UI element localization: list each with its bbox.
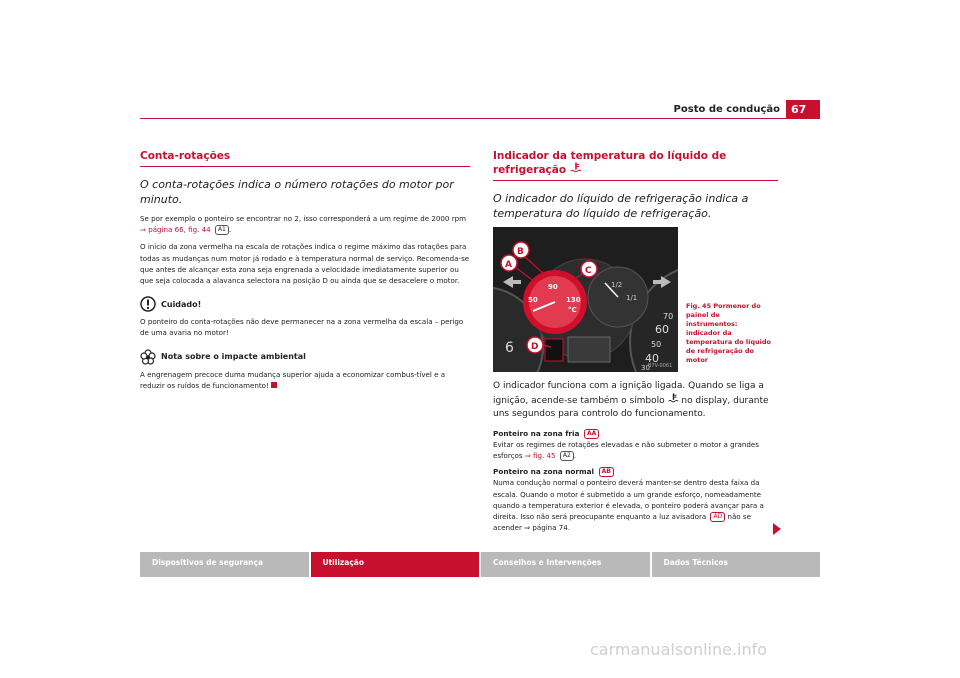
speed-mark: 60	[655, 323, 669, 336]
environment-heading	[140, 349, 470, 365]
footer-tab-advice[interactable]: Conselhos e Intervenções	[481, 552, 650, 577]
paragraph-normal-zone	[493, 477, 778, 533]
caution-heading	[140, 296, 470, 312]
fuel-mark: 1/1	[626, 294, 638, 302]
right-column	[493, 150, 778, 539]
caution-icon	[140, 296, 156, 312]
gauge-mark: °C	[568, 306, 577, 314]
paragraph-indicator-intro	[493, 380, 778, 421]
header-rule	[140, 118, 820, 119]
section-subtitle-tachometer: O conta-rotações indica o número rotações do motor por minuto.	[140, 178, 454, 206]
callout-badge: AA	[584, 429, 599, 439]
text: Se por exemplo o ponteiro se encontrar no 2, isso corresponderá a um regime de 2000 rpm	[140, 214, 467, 223]
figure-code: B7V-0061	[648, 363, 673, 369]
subheading-cold-zone	[493, 429, 778, 439]
callout-badge: A1	[215, 225, 229, 235]
speed-mark: 30	[641, 364, 650, 372]
callout-badge: A2	[560, 451, 574, 461]
text: O indicador funciona com a ignição ligada. Quando se liga a ignição, acende-se também o símbolo	[493, 381, 764, 406]
fig-label-a: A	[505, 260, 512, 270]
footer-tab-technical-data[interactable]: Dados Técnicos	[652, 552, 821, 577]
page-reference-link[interactable]: ⇒ página 74	[524, 523, 568, 533]
environment-title: Nota sobre o impacte ambiental	[161, 352, 306, 362]
page-reference-link[interactable]: ⇒ página 66, fig. 44	[140, 225, 211, 235]
coolant-temperature-icon	[570, 164, 582, 176]
subheading-normal-zone	[493, 467, 778, 477]
text: .	[573, 451, 577, 461]
caution-title: Cuidado!	[161, 299, 202, 309]
text: Ponteiro na zona fria	[493, 429, 580, 438]
caution-text: O ponteiro do conta-rotações não deve permanecer na a zona vermelha da escala – perigo de uma avaria no motor!	[140, 317, 464, 338]
text: não se acender	[493, 512, 751, 533]
text: Indicador da temperatura do líquido de refrigeração	[493, 150, 727, 176]
text: .	[567, 523, 571, 533]
paragraph-red-zone: O início da zona vermelha na escala de rotações indica o regime máximo das rotações para todas as mudanças num motor já rodado e à temperatura normal de serviço. Recomenda-se que antes de alcançar esta zona seja engrenada a velocidade imediatamente superior ou que seja colocada a alavanca selectora na posição D ou ainda que se desacelere o motor.	[140, 242, 470, 286]
left-column	[140, 150, 470, 397]
gauge-mark: 130	[566, 296, 581, 304]
page-header-title: Posto de condução	[673, 104, 780, 115]
speed-mark: 40	[645, 352, 659, 365]
instrument-panel-image	[493, 227, 678, 372]
figure-caption: Fig. 45 Pormenor do painel de instrumentos: indicador da temperatura do líquido de refrigeração do motor	[686, 302, 771, 364]
callout-badge: AD	[710, 512, 725, 522]
section-subtitle-coolant: O indicador do líquido de refrigeração indica a temperatura do líquido de refrigeração.	[493, 192, 749, 220]
paragraph-cold-zone	[493, 439, 778, 461]
text: Ponteiro na zona normal	[493, 467, 595, 477]
fuel-mark: 1/2	[611, 281, 623, 289]
callout-badge: AB	[599, 467, 614, 477]
watermark: carmanualsonline.info	[590, 640, 768, 659]
figure-reference-link[interactable]: ⇒ fig. 45	[524, 451, 556, 461]
environment-text	[140, 369, 470, 391]
fig-label-d: D	[531, 342, 539, 352]
speed-mark: 50	[651, 340, 662, 349]
section-title-coolant	[493, 150, 778, 181]
end-of-section-mark	[271, 382, 277, 388]
footer-nav	[140, 552, 820, 577]
gauge-mark: 50	[528, 296, 538, 304]
text: no display, durante uns segundos para controlo do funcionamento.	[493, 396, 769, 419]
coolant-symbol-icon	[668, 396, 679, 406]
section-title-tachometer: Conta-rotações	[140, 150, 470, 167]
environment-flower-icon	[140, 349, 156, 365]
text: Evitar os regimes de rotações elevadas e não submeter o motor a grandes esforços	[493, 440, 759, 461]
paragraph-tachometer-example	[140, 213, 470, 235]
text: A engrenagem precoce duma mudança superior ajuda a economizar combus-tível e a reduzir os ruídos de funcionamento!	[140, 369, 446, 390]
fig-label-c: C	[585, 266, 592, 276]
rpm-mark: 6	[505, 340, 514, 356]
gauge-mark: 90	[548, 283, 558, 291]
fig-label-b: B	[517, 247, 524, 257]
text: Numa condução normal o ponteiro deverá manter-se dentro desta faixa da escala. Quando o motor é submetido a um grande esforço, nomeadamente quando a temperatura exterior é elevada, o ponteiro poderá avançar para a direita. Isso não será preocupante enquanto a luz avisadora	[493, 478, 764, 522]
speed-mark: 70	[663, 312, 674, 321]
figure-45	[493, 227, 778, 372]
next-page-arrow-icon[interactable]	[773, 523, 781, 535]
footer-tab-safety[interactable]: Dispositivos de segurança	[140, 552, 309, 577]
footer-tab-operation[interactable]: Utilização	[311, 552, 480, 577]
text: .	[228, 225, 232, 235]
page-number: 67	[786, 100, 820, 119]
